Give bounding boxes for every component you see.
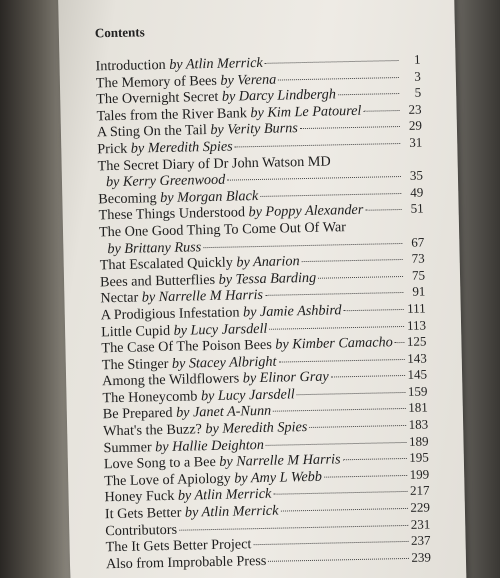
entry-author: by Poppy Alexander [248, 202, 364, 221]
entry-title: The Stinger [101, 355, 169, 373]
entry-author: by Kerry Greenwood [105, 171, 226, 191]
entry-page-number: 1 [413, 51, 421, 67]
entry-title: It Gets Better [104, 504, 182, 523]
entry-page-number: 125 [406, 333, 427, 350]
entry-author: by Amy L Webb [234, 468, 323, 487]
entry-title: Nectar [100, 289, 139, 307]
dot-leader [266, 442, 407, 446]
dot-leader [278, 359, 404, 363]
entry-title: What's the Buzz? [103, 421, 203, 440]
entry-title: Summer [103, 438, 152, 456]
entry-title: The It Gets Better Project [105, 536, 252, 556]
entry-title: The Case Of The Poison Bees [101, 336, 272, 357]
entry-author: by Verena [220, 71, 277, 89]
entry-title: Also from Improbable Press [105, 552, 267, 573]
entry-author: by Kim Le Patourel [250, 102, 362, 121]
entry-author: by Narrelle M Harris [141, 287, 264, 306]
entry-page-number: 49 [410, 184, 424, 200]
entry-title: Prick [97, 140, 128, 158]
entry-page-number: 67 [411, 234, 425, 250]
entry-page-number: 183 [408, 416, 429, 432]
entry-page-number: 51 [410, 200, 424, 217]
entry-title: A Prodigious Infestation [100, 304, 240, 324]
entry-author: by Janet A-Nunn [175, 403, 272, 422]
dot-leader [338, 93, 399, 95]
entry-page-number: 113 [406, 317, 427, 333]
dot-leader [203, 243, 402, 248]
entry-page-number: 3 [414, 68, 421, 84]
dot-leader [260, 193, 401, 197]
entry-author: by Atlin Merrick [169, 54, 263, 73]
entry-author: by Darcy Lindbergh [221, 86, 337, 105]
dot-leader [265, 292, 403, 296]
entry-title: Becoming [98, 189, 157, 208]
entry-page-number: 239 [411, 549, 432, 565]
entry-author: by Atlin Merrick [184, 502, 279, 521]
entry-page-number: 217 [409, 482, 430, 499]
book-page [58, 0, 466, 578]
dot-leader [331, 375, 405, 378]
dot-leader [278, 77, 399, 81]
entry-title: Be Prepared [102, 405, 173, 423]
entry-title: The Honeycomb [102, 388, 198, 407]
entry-author: by Hallie Deighton [155, 436, 265, 455]
entry-page-number: 181 [408, 399, 428, 416]
entry-page-number: 73 [411, 250, 425, 266]
entry-title: These Things Understood [98, 204, 246, 224]
entry-page-number: 31 [409, 134, 423, 150]
entry-page-number: 195 [409, 449, 429, 466]
entry-title: Bees and Butterflies [99, 271, 216, 291]
dot-leader [265, 60, 399, 64]
entry-page-number: 237 [410, 532, 431, 549]
entry-title: Among the Wildflowers [101, 370, 240, 390]
dot-leader [179, 525, 408, 531]
entry-author: by Atlin Merrick [177, 486, 272, 505]
entry-page-number: 35 [409, 167, 424, 183]
dot-leader [280, 508, 407, 512]
dot-leader [268, 558, 409, 562]
dot-leader [273, 491, 407, 495]
entry-title: A Sting On the Tail [96, 122, 207, 141]
entry-page-number: 145 [407, 366, 428, 383]
entry-title: The One Good Thing To Come Out Of War [98, 219, 347, 241]
contents-heading: Contents [94, 24, 145, 41]
entry-page-number: 143 [407, 350, 427, 366]
dot-leader [344, 309, 404, 311]
entry-author: by Lucy Jarsdell [200, 386, 295, 405]
dot-leader [365, 209, 401, 211]
dot-leader [273, 408, 406, 412]
entry-author: by Lucy Jarsdell [173, 320, 268, 339]
entry-title: The Secret Diary of Dr John Watson MD [97, 153, 331, 174]
dot-leader [318, 276, 403, 279]
entry-title: Tales from the River Bank [96, 105, 248, 125]
dot-leader [269, 325, 404, 329]
entry-author: by Tessa Barding [218, 269, 317, 288]
dot-leader [300, 126, 400, 129]
entry-author: by Brittany Russ [107, 238, 202, 257]
entry-page-number: 5 [414, 84, 422, 100]
entry-page-number: 91 [412, 283, 426, 300]
dot-leader [324, 475, 407, 478]
entry-page-number: 199 [409, 466, 430, 482]
entry-title: The Memory of Bees [95, 72, 218, 91]
entry-author: by Narrelle M Harris [219, 451, 341, 471]
entry-author: by Anarion [236, 253, 300, 271]
entry-page-number: 159 [407, 383, 428, 399]
entry-page-number: 23 [408, 101, 422, 117]
table-of-contents [95, 52, 431, 573]
entry-page-number: 229 [410, 499, 431, 515]
entry-author: by Morgan Black [160, 187, 259, 206]
entry-title: The Love of Apiology [104, 470, 231, 490]
entry-title: The Overnight Secret [96, 89, 219, 108]
dot-leader [297, 392, 406, 395]
entry-title: Little Cupid [100, 322, 171, 340]
dot-leader [309, 425, 406, 428]
entry-author: by Verity Burns [210, 120, 298, 139]
dot-leader [227, 176, 401, 181]
entry-title: Contributors [105, 521, 178, 539]
entry-title: Honey Fuck [104, 488, 175, 506]
entry-page-number: 29 [408, 117, 423, 134]
entry-page-number: 111 [406, 300, 426, 316]
dot-leader [363, 110, 399, 112]
entry-author: by Elinor Gray [242, 368, 329, 387]
entry-page-number: 75 [411, 267, 426, 283]
dot-leader [302, 259, 403, 262]
entry-title: Love Song to a Bee [103, 454, 216, 473]
entry-author: by Meredith Spies [130, 138, 233, 157]
entry-title: Introduction [95, 56, 166, 75]
entry-title: That Escalated Quickly [99, 254, 234, 274]
entry-page-number: 189 [408, 433, 429, 449]
entry-author: by Jamie Ashbird [242, 302, 342, 321]
dot-leader [235, 143, 401, 147]
dot-leader [395, 342, 405, 343]
entry-author: by Kimber Camacho [275, 334, 393, 353]
entry-author: by Meredith Spies [205, 419, 308, 438]
dot-leader [253, 541, 408, 545]
entry-page-number: 231 [410, 516, 431, 532]
dot-leader [343, 458, 407, 460]
entry-author: by Stacey Albright [171, 353, 277, 372]
